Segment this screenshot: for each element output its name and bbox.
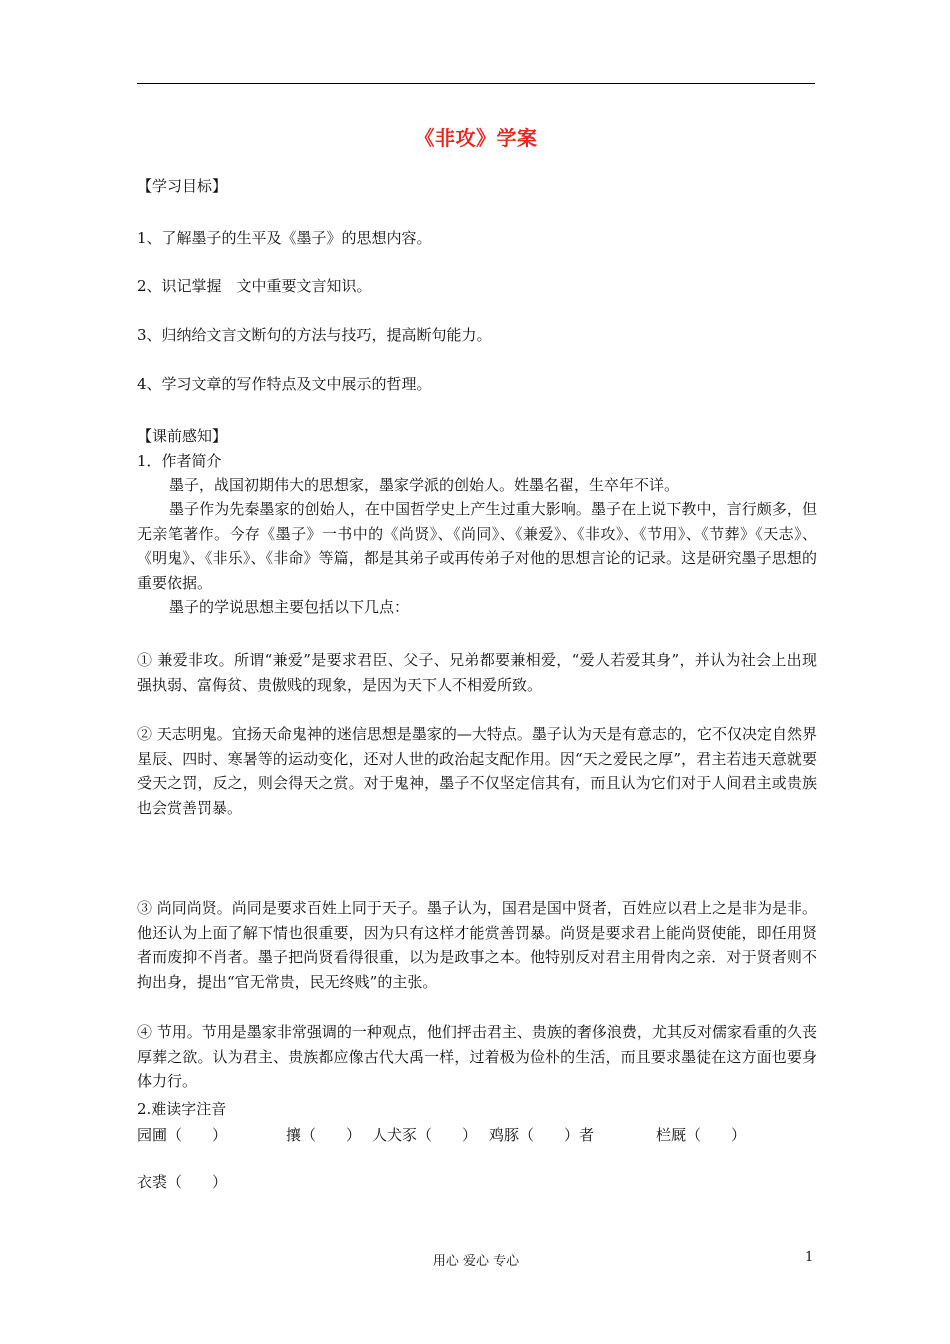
pronunciation-item: 攘（ ） <box>286 1126 362 1144</box>
pronunciation-item: 人犬豕（ ） <box>372 1126 478 1144</box>
author-works: 墨子作为先秦墨家的创始人，在中国哲学史上产生过重大影响。墨子在上说下教中，言行颇多，但无亲笔著作。今存《墨子》一书中的《尚贤》、《尚同》、《兼爱》、《非攻》、《节用》、《节葬》《天志》、《明鬼》、《非乐》、《非命》等篇，都是其弟子或再传弟子对他的思想言论的记录。这是研究墨子思想的重要依据。 <box>137 500 817 592</box>
objectives-heading: 【学习目标】 <box>137 177 228 195</box>
objective-item: 4、学习文章的写作特点及文中展示的哲理。 <box>137 375 432 393</box>
pronunciation-row <box>137 1124 817 1144</box>
thought-intro: 墨子的学说思想主要包括以下几点： <box>169 598 410 616</box>
pronunciation-heading: 2.难读字注音 <box>137 1100 227 1118</box>
pronunciation-item: 鸡豚（ ）者 <box>489 1126 595 1144</box>
author-bio: 墨子，战国初期伟大的思想家，墨家学派的创始人。姓墨名翟，生卒年不详。 <box>169 476 680 494</box>
header-rule <box>137 83 815 84</box>
thought-point: ③ 尚同尚贤。尚同是要求百姓上同于天子。墨子认为，国君是国中贤者，百姓应以君上之是非为是非。他还认为上面了解下情也很重要，因为只有这样才能赏善罚暴。尚贤是要求君上能尚贤使能，即任用贤者而废抑不肖者。墨子把尚贤看得很重，以为是政事之本。他特别反对君主用骨肉之亲．对于贤者则不拘出身，提出“官无常贵，民无终贱”的主张。 <box>137 899 817 991</box>
thought-point: ④ 节用。节用是墨家非常强调的一种观点，他们抨击君主、贵族的奢侈浪费，尤其反对儒家看重的久丧厚葬之欲。认为君主、贵族都应像古代大禹一样，过着极为俭朴的生活，而且要求墨徒在这方面也要身体力行。 <box>137 1023 817 1090</box>
footer-motto: 用心 爱心 专心 <box>432 1254 520 1269</box>
page-title: 《非攻》学案 <box>414 126 538 150</box>
preview-heading: 【课前感知】 <box>137 427 228 445</box>
page-number: 1 <box>805 1250 814 1265</box>
thought-point: ② 天志明鬼。宜扬天命鬼神的迷信思想是墨家的—大特点。墨子认为天是有意志的，它不仅决定自然界星辰、四时、寒暑等的运动变化，还对人世的政治起支配作用。因“天之爱民之厚”，君主若违天意就要受天之罚，反之，则会得天之赏。对于鬼神，墨子不仅坚定信其有，而且认为它们对于人间君主或贵族也会赏善罚暴。 <box>137 725 817 817</box>
thought-point: ① 兼爱非攻。所谓“兼爱”是要求君臣、父子、兄弟都要兼相爱，“爱人若爱其身”，并认为社会上出现强执弱、富侮贫、贵傲贱的现象，是因为天下人不相爱所致。 <box>137 651 817 694</box>
pronunciation-item: 栏厩（ ） <box>656 1126 747 1144</box>
objective-item: 2、识记掌握 文中重要文言知识。 <box>137 277 372 295</box>
pronunciation-item: 衣裘（ ） <box>137 1173 228 1191</box>
pronunciation-item: 园圃（ ） <box>137 1126 228 1144</box>
author-heading: 1．作者简介 <box>137 452 222 470</box>
objective-item: 1、了解墨子的生平及《墨子》的思想内容。 <box>137 229 432 247</box>
objective-item: 3、归纳给文言文断句的方法与技巧，提高断句能力。 <box>137 326 492 344</box>
